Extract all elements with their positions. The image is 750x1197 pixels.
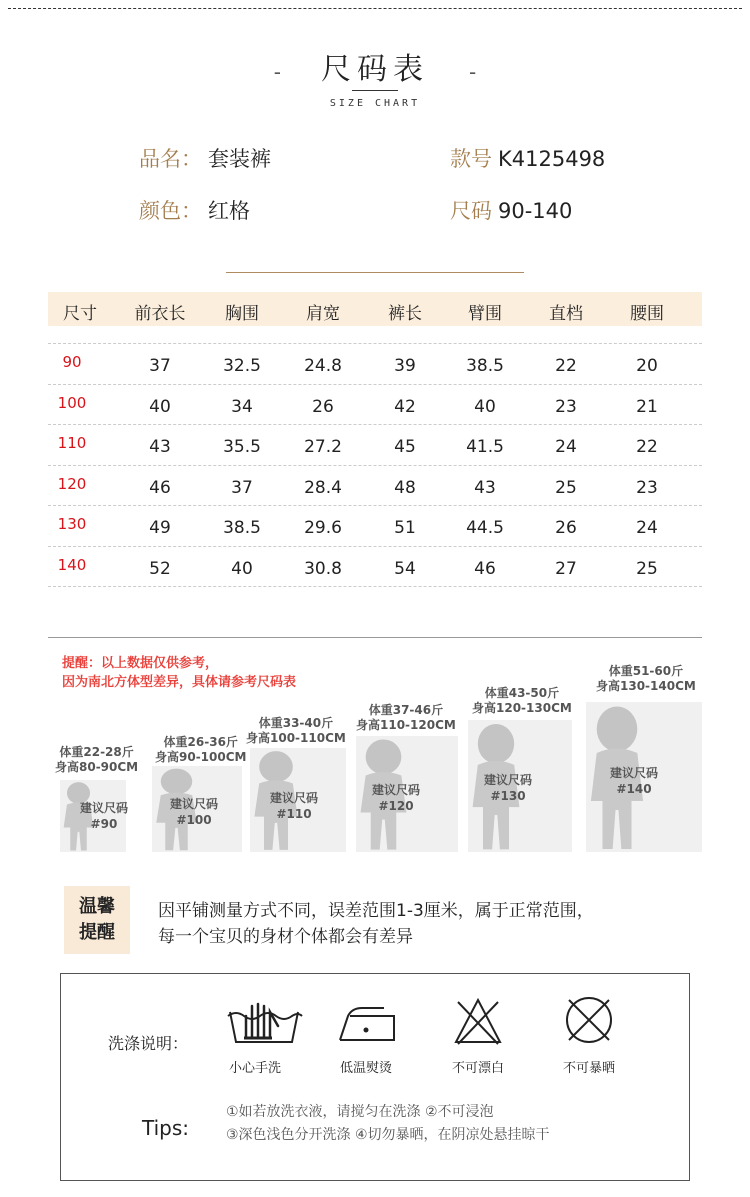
table-cell: 22	[555, 356, 577, 376]
suggested-size	[270, 790, 318, 822]
size-guide-label	[596, 664, 696, 694]
size-cell: 130	[57, 515, 87, 533]
suggested-size	[610, 765, 658, 797]
suggested-size-value: #100	[176, 813, 212, 827]
table-cell: 21	[636, 396, 658, 417]
table-cell: 25	[555, 477, 577, 498]
table-cell: 30.8	[304, 558, 342, 579]
title-text: 尺码表	[321, 52, 429, 87]
row-divider	[48, 586, 702, 587]
table-cell: 43	[474, 477, 496, 498]
table-cell: 24.8	[304, 356, 342, 376]
suggested-size	[80, 800, 128, 832]
header-arm: 臂围	[468, 304, 502, 324]
header-waist: 腰围	[630, 304, 664, 324]
table-cell: 26	[555, 518, 577, 538]
table-cell: 44.5	[466, 518, 504, 538]
table-cell: 34	[231, 396, 253, 417]
suggested-size	[484, 772, 532, 804]
color-row	[139, 195, 250, 225]
suggested-size-label: 建议尺码	[270, 791, 319, 805]
tips-line-2: ③深色浅色分开洗涤 ④切勿暴晒，在阴凉处悬挂晾干	[226, 1127, 550, 1143]
size-range-value: 90-140	[498, 199, 573, 223]
hand-wash-icon	[222, 998, 308, 1046]
table-cell: 43	[149, 437, 171, 457]
table-cell: 23	[636, 477, 658, 498]
table-cell: 41.5	[466, 437, 504, 457]
table-cell: 42	[394, 396, 416, 417]
tips-line-1: ①如若放洗衣液，请搅匀在洗涤 ②不可浸泡	[226, 1104, 494, 1120]
suggested-size-value: #90	[90, 817, 118, 831]
row-divider	[48, 343, 702, 344]
size-cell: 90	[62, 353, 82, 371]
table-header	[48, 292, 702, 326]
size-cell: 140	[57, 555, 87, 574]
no-bleach-label: 不可漂白	[451, 1061, 504, 1076]
table-cell: 35.5	[223, 437, 261, 457]
size-cell: 100	[57, 393, 87, 412]
header-front-length: 前衣长	[134, 304, 186, 324]
title-underline	[352, 90, 398, 91]
weight-range: 体重43-50斤	[484, 686, 560, 700]
product-name-value: 套装裤	[208, 147, 271, 171]
table-cell: 46	[474, 558, 496, 579]
product-name-row	[139, 143, 271, 173]
info-divider	[226, 272, 524, 273]
suggested-size-label: 建议尺码	[170, 797, 219, 811]
no-bleach-icon	[452, 996, 504, 1046]
table-cell: 48	[394, 477, 416, 498]
suggested-size	[170, 796, 218, 828]
table-cell: 37	[149, 356, 171, 376]
size-cell: 120	[57, 474, 87, 493]
table-cell: 27.2	[304, 437, 342, 457]
notice-text-line-1: 因平铺测量方式不同，误差范围1-3厘米，属于正常范围，	[158, 901, 594, 921]
tips-text	[226, 1101, 550, 1147]
reminder-line-2: 因为南北方体型差异，具体请参考尺码表	[62, 675, 297, 690]
table-cell: 45	[394, 437, 416, 457]
weight-range: 体重37-46斤	[368, 703, 444, 717]
table-cell: 27	[555, 558, 577, 579]
no-tumble-dry-icon	[563, 994, 615, 1046]
table-cell: 40	[474, 396, 496, 417]
table-cell: 38.5	[466, 356, 504, 376]
product-name-label: 品名：	[139, 147, 202, 171]
style-number-label: 款号	[450, 147, 492, 171]
table-cell: 23	[555, 396, 577, 417]
row-divider	[48, 424, 702, 425]
hand-wash-label: 小心手洗	[228, 1061, 281, 1076]
weight-range: 体重22-28斤	[59, 745, 134, 759]
size-range-label: 尺码	[450, 199, 492, 223]
header-shoulder: 肩宽	[306, 304, 340, 324]
table-cell: 24	[636, 518, 658, 538]
suggested-size-label: 建议尺码	[610, 766, 659, 780]
table-cell: 51	[394, 518, 416, 538]
suggested-size-value: #130	[490, 789, 526, 803]
header-pants-length: 裤长	[388, 304, 422, 324]
row-divider	[48, 546, 702, 547]
table-cell: 46	[149, 477, 171, 498]
table-cell: 38.5	[223, 518, 261, 538]
reference-reminder	[62, 654, 296, 692]
notice-badge	[64, 886, 130, 954]
color-label: 颜色：	[139, 199, 202, 223]
care-title: 洗涤说明：	[108, 1034, 189, 1053]
table-cell: 28.4	[304, 477, 342, 498]
notice-badge-line-1: 温馨	[79, 896, 115, 917]
row-divider	[48, 505, 702, 506]
size-guide-label	[155, 735, 246, 765]
size-guide-label	[472, 686, 572, 716]
row-divider	[48, 465, 702, 466]
suggested-size-value: #110	[276, 807, 312, 821]
notice-text-line-2: 每一个宝贝的身材个体都会有差异	[158, 927, 413, 947]
table-cell: 32.5	[223, 356, 261, 376]
title-dash-left: -	[273, 60, 281, 84]
height-range: 身高100-110CM	[246, 731, 346, 745]
size-guide-label	[55, 745, 138, 775]
table-cell: 26	[312, 396, 334, 417]
tips-label: Tips:	[142, 1116, 190, 1140]
top-divider	[8, 8, 742, 9]
height-range: 身高120-130CM	[472, 701, 572, 715]
suggested-size-value: #140	[616, 782, 652, 796]
table-cell: 40	[149, 396, 171, 417]
table-cell: 40	[231, 558, 253, 579]
suggested-size-label: 建议尺码	[372, 783, 421, 797]
table-cell: 24	[555, 437, 577, 457]
table-cell: 20	[636, 356, 658, 376]
style-number-value: K4125498	[498, 147, 606, 171]
table-cell: 49	[149, 518, 171, 538]
table-cell: 39	[394, 356, 416, 376]
reminder-line-1: 提醒：以上数据仅供参考，	[62, 656, 219, 671]
row-divider	[48, 384, 702, 385]
suggested-size	[372, 782, 420, 814]
weight-range: 体重26-36斤	[163, 735, 238, 749]
height-range: 身高130-140CM	[596, 679, 696, 693]
weight-range: 体重33-40斤	[258, 716, 334, 730]
header-chest: 胸围	[225, 304, 259, 324]
table-cell: 29.6	[304, 518, 342, 538]
suggested-size-label: 建议尺码	[80, 801, 129, 815]
suggested-size-label: 建议尺码	[484, 773, 533, 787]
low-iron-label: 低温熨烫	[339, 1061, 392, 1076]
title-dash-right: -	[469, 60, 477, 84]
section-divider	[48, 637, 702, 638]
header-rise: 直档	[549, 304, 583, 324]
style-number-row	[450, 143, 605, 173]
table-cell: 37	[231, 477, 253, 498]
height-range: 身高80-90CM	[55, 760, 139, 774]
size-cell: 110	[57, 434, 87, 452]
table-cell: 52	[149, 558, 171, 579]
page-title	[0, 44, 750, 88]
notice-badge-line-2: 提醒	[79, 922, 115, 943]
no-tumble-dry-label: 不可暴晒	[562, 1061, 615, 1076]
table-cell: 54	[394, 558, 416, 579]
height-range: 身高110-120CM	[356, 718, 456, 732]
height-range: 身高90-100CM	[155, 750, 247, 764]
weight-range: 体重51-60斤	[608, 664, 684, 678]
table-cell: 22	[636, 437, 658, 457]
size-guide-label	[356, 703, 456, 733]
size-guide-label	[246, 716, 346, 746]
table-cell: 25	[636, 558, 658, 579]
size-range-row	[450, 195, 572, 225]
color-value: 红格	[208, 199, 250, 223]
low-iron-icon	[336, 1002, 398, 1044]
page-subtitle: SIZE CHART	[329, 98, 421, 109]
header-size: 尺寸	[63, 304, 97, 324]
notice-text	[158, 898, 594, 950]
suggested-size-value: #120	[378, 799, 414, 813]
